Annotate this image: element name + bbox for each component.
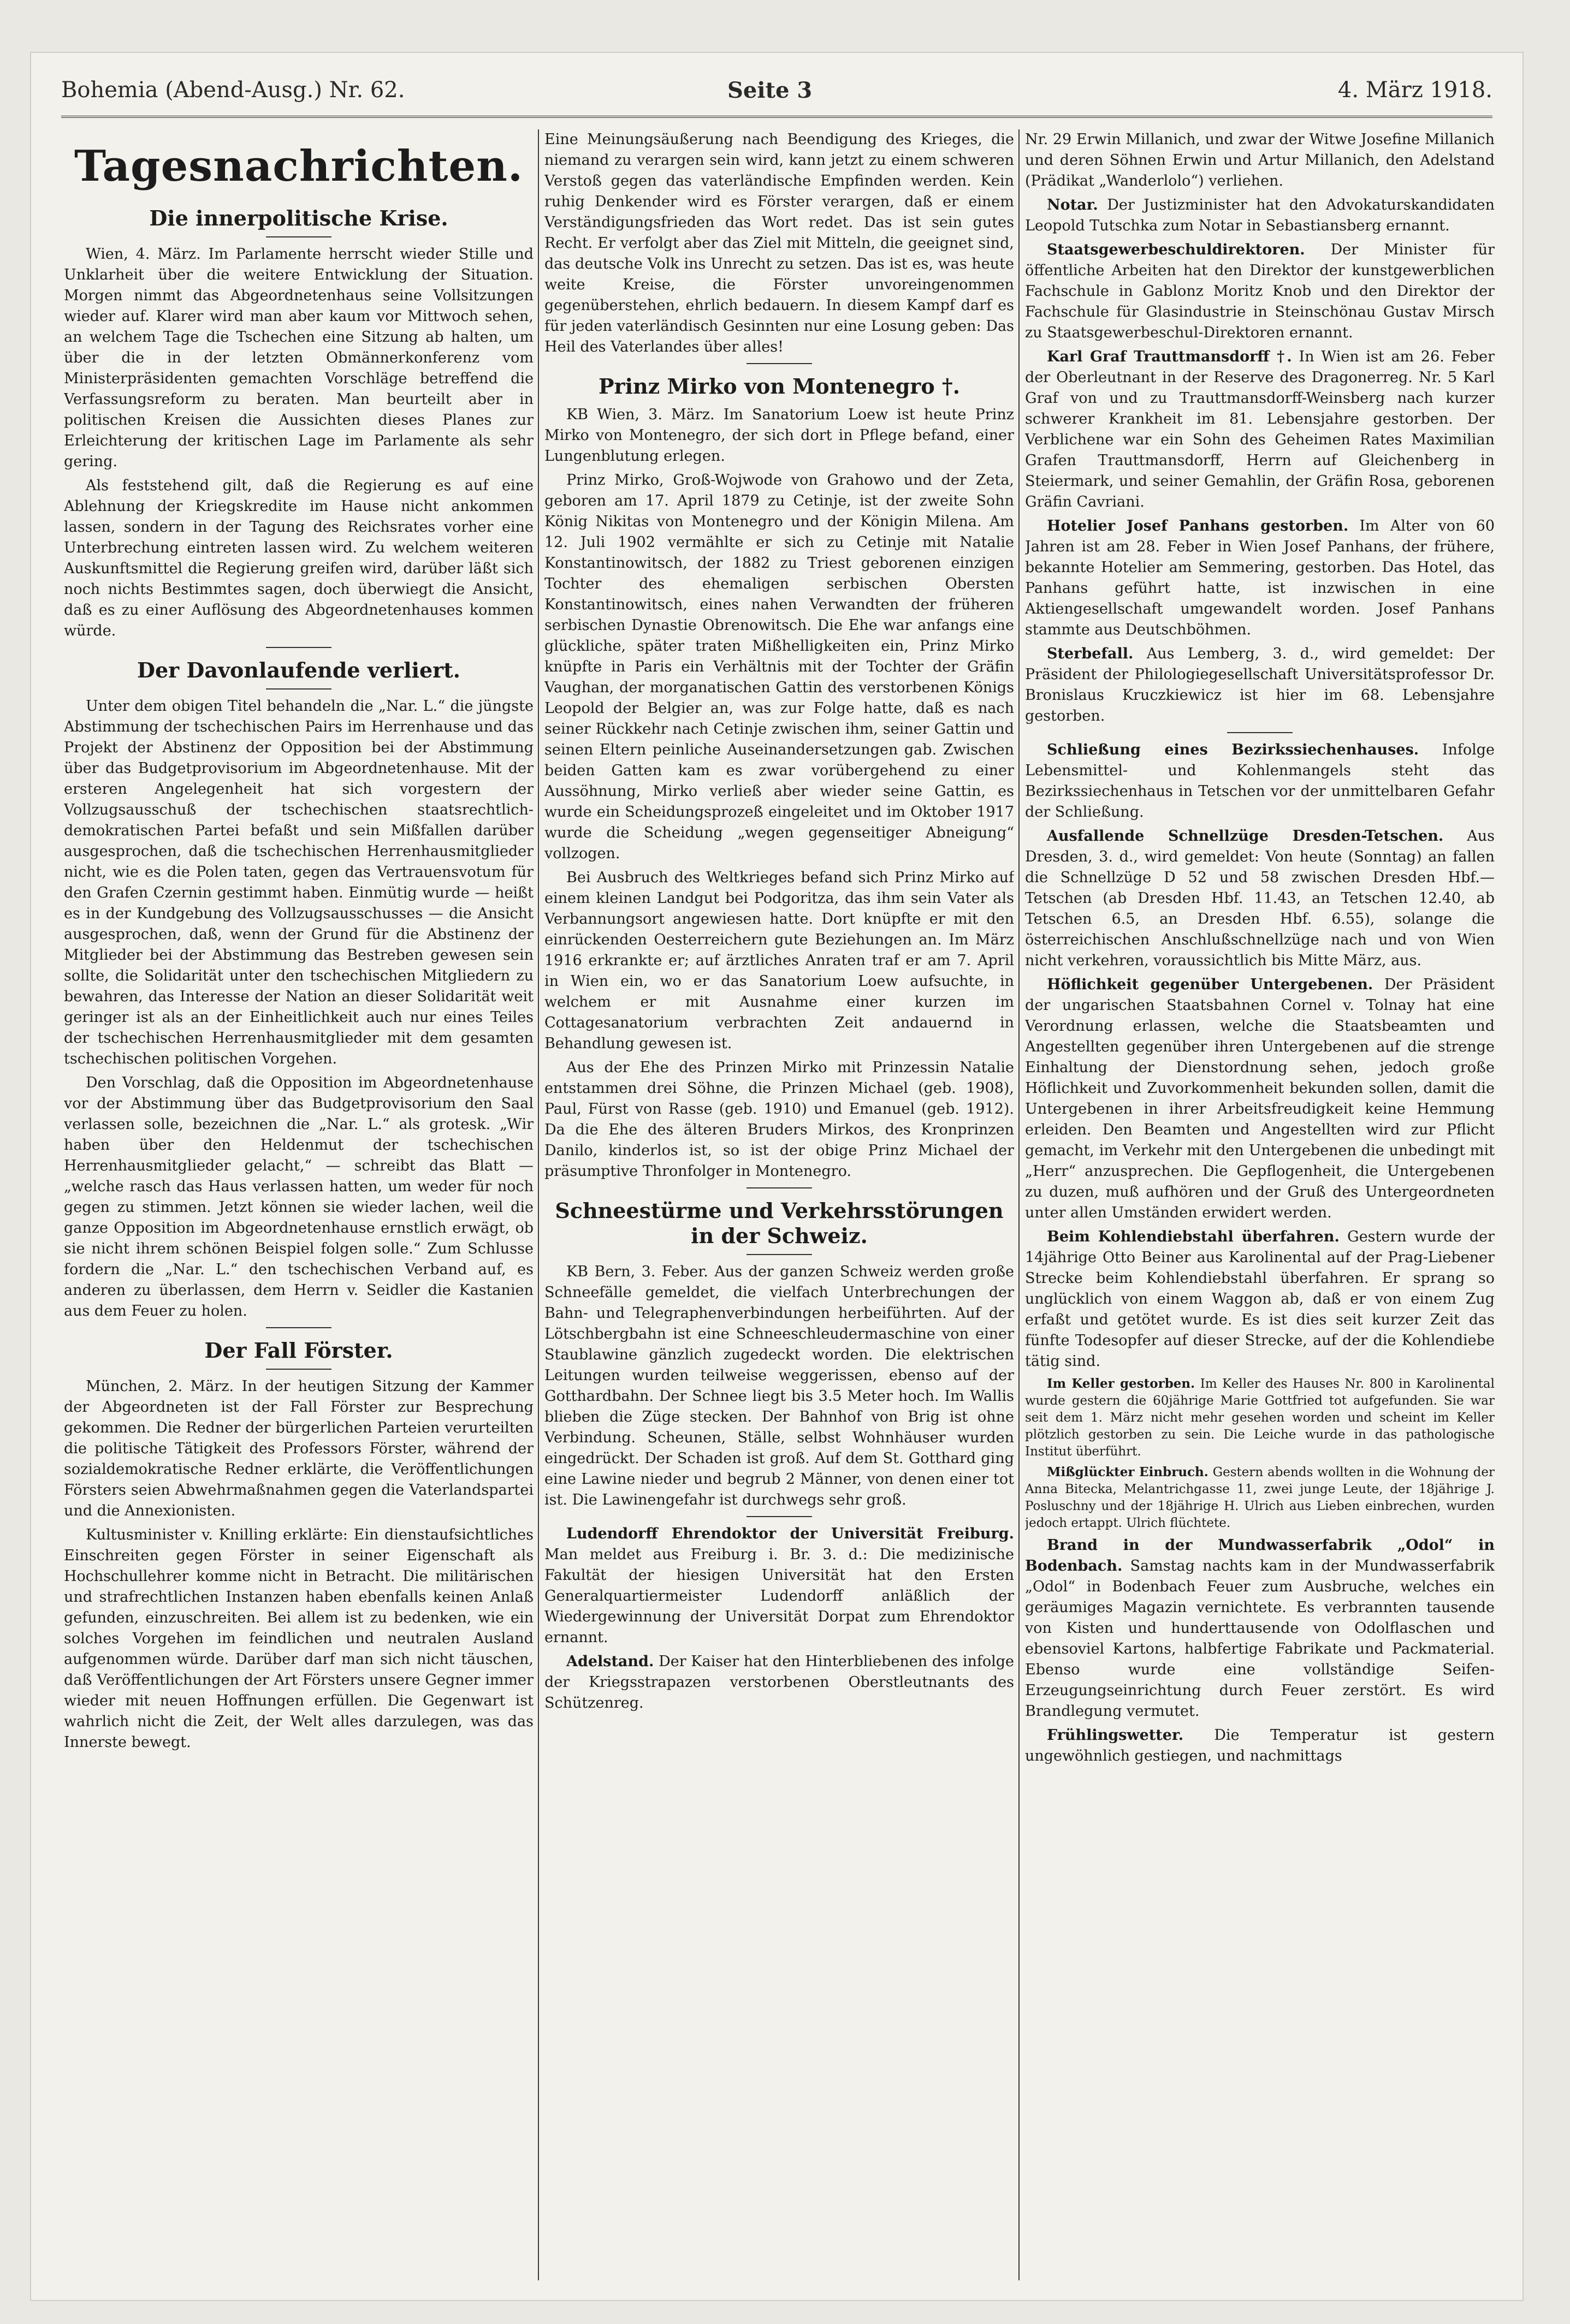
news-item <box>1025 644 1495 727</box>
news-item <box>1025 240 1495 343</box>
news-item-lead: Hotelier Josef Panhans gestorben. <box>1047 518 1349 534</box>
news-item <box>544 1651 1014 1714</box>
article-title: Die innerpolitische Krise. <box>149 206 448 230</box>
article-paragraph: Nr. 29 Erwin Millanich, und zwar der Witwe Josefine Millanich und deren Söhnen Erwin und Artur Millanich, den Adelstand (Prädikat „Wanderlolo“) verliehen. <box>1025 131 1495 189</box>
divider <box>747 1516 812 1517</box>
news-item-lead: Notar. <box>1047 197 1098 213</box>
page-header <box>61 67 1492 118</box>
news-item <box>1025 195 1495 236</box>
news-item-text: Man meldet aus Freiburg i. Br. 3. d.: Die medizinische Fakultät der hiesigen Universität hat den Ersten Generalquartiermeister Ludendorff anläßlich der Wiedergewinnung der Universität Dorpat zum Ehrendoktor ernannt. <box>544 1546 1014 1646</box>
column-3 <box>1025 129 1495 2280</box>
news-item-text: Infolge Lebensmittel- und Kohlenmangels steht das Bezirkssiechenhaus in Tetschen vor der unmittelbaren Gefahr der Schließung. <box>1025 741 1495 821</box>
divider <box>266 647 331 648</box>
article-paragraph: Kultusminister v. Knilling erklärte: Ein dienstaufsichtliches Einschreiten gegen Förster in seiner Eigenschaft als Hochschullehrer komme nicht in Betracht. Die militärischen und strafrechtlichen Instanzen haben ebenfalls keinen Anlaß gefunden, einzuschreiten. Bei allem ist zu bedenken, wie ein solches Vorgehen im feindlichen und neutralen Ausland aufgenommen würde. Darüber darf man sich nicht täuschen, daß Veröffentlichungen der Art Försters unsere Gegner immer wieder mit neuen Hoffnungen erfüllen. Die Gegenwart ist wahrlich nicht die Zeit, der Welt alles darzulegen, was das Innerste bewegt. <box>64 1526 534 1751</box>
news-item-text: Der Präsident der ungarischen Staatsbahnen Cornel v. Tolnay hat eine Verordnung erlassen, welche die Staatsbeamten und Angestellten gegenüber ihren Untergebenen auf die strenge Einhaltung der Dienstordnung sehen, jedoch große Höflichkeit und Zuvorkommenheit bekunden sollen, damit die Untergebenen in ihrer Arbeitsfreudigkeit keine Hemmung erleiden. Den Beamten und Angestellten wird zur Pflicht gemacht, im Verkehr mit den Untergebenen die unbedingt mit „Herr“ anzusprechen. Die Gepflogenheit, die Untergebenen zu duzen, muß aufhören und der Gruß des Untergeordneten unter allen Umständen erwidert werden. <box>1025 976 1495 1221</box>
article-paragraph: Eine Meinungsäußerung nach Beendigung des Krieges, die niemand zu verargen sein wird, kann jetzt zu einem schweren Verstoß gegen das vaterländische Empfinden werden. Kein ruhig Denkender wird es Förster verargen, daß er einem Verständigungsfrieden das Wort redet. Das ist sein gutes Recht. Er verfolgt aber das Ziel mit Mitteln, die geeignet sind, das deutsche Volk ins Unrecht zu setzen. Das ist es, was heute weite Kreise, die Förster unvoreingenommen gegenüberstehen, ehrlich bedauern. In diesem Kampf darf es für jeden vaterländisch Gesinnten nur eine Losung geben: Das Heil des Vaterlandes über alles! <box>544 131 1014 355</box>
news-item <box>1025 516 1495 640</box>
article-title: Der Davonlaufende verliert. <box>137 658 460 682</box>
news-item <box>1025 974 1495 1223</box>
news-item-lead: Beim Kohlendiebstahl überfahren. <box>1047 1228 1340 1245</box>
news-item <box>1025 1725 1495 1767</box>
news-item-lead: Sterbefall. <box>1047 645 1134 662</box>
divider <box>747 1254 812 1255</box>
column-rule <box>1018 129 1020 2280</box>
news-item <box>1025 1535 1495 1722</box>
article-paragraph: Aus der Ehe des Prinzen Mirko mit Prinzessin Natalie entstammen drei Söhne, die Prinzen Michael (geb. 1908), Paul, Fürst von Rasse (geb. 1910) und Emanuel (geb. 1912). Da die Ehe des älteren Bruders Mirkos, des Kronprinzen Danilo, kinderlos ist, so ist der obige Prinz Michael der präsumptive Thronfolger in Montenegro. <box>544 1059 1014 1180</box>
header-edition: Bohemia (Abend-Ausg.) Nr. 62. <box>61 78 405 103</box>
news-item-lead: Schließung eines Bezirkssiechenhauses. <box>1047 741 1419 758</box>
news-item-lead: Ausfallende Schnellzüge Dresden-Tetschen. <box>1047 828 1444 845</box>
column-rule <box>538 129 539 2280</box>
article-paragraph: KB Wien, 3. März. Im Sanatorium Loew ist heute Prinz Mirko von Montenegro, der sich dort in Pflege befand, einer Lungenblutung erlegen. <box>544 406 1014 465</box>
news-item <box>1025 740 1495 823</box>
news-item <box>1025 826 1495 971</box>
newspaper-page <box>30 52 1524 2301</box>
news-item-text: Im Alter von 60 Jahren ist am 28. Feber in Wien Josef Panhans, der frühere, bekannte Hotelier am Semmering, gestorben. Das Hotel, das Panhans geführt hatte, ist inzwischen in eine Aktiengesellschaft umgewandelt worden. Josef Panhans stammte aus Deutschböhmen. <box>1025 518 1495 638</box>
news-item <box>1025 347 1495 513</box>
article-title: Der Fall Förster. <box>204 1338 393 1363</box>
divider <box>747 1187 812 1188</box>
article-paragraph: Prinz Mirko, Groß-Wojwode von Grahowo und der Zeta, geboren am 17. April 1879 zu Cetinje, ist der zweite Sohn König Nikitas von Montenegro und der Königin Milena. Am 12. Juli 1902 vermählte er sich zu Cetinje mit Natalie Konstantinowitsch, der 1882 zu Triest geborenen einzigen Tochter des ehemaligen serbischen Obersten Konstantinowitsch, eines nahen Verwandten der früheren serbischen Dynastie Obrenowitsch. Die Ehe war anfangs eine glückliche, später traten Mißhelligkeiten ein, Prinz Mirko knüpfte in Paris ein Verhältnis mit der Tochter der Gräfin Vaughan, der morganatischen Gattin des verstorbenen Königs Leopold der Belgier an, was zur Folge hatte, daß es nach seiner Rückkehr nach Cetinje zwischen ihm, seiner Gattin und seinen Eltern peinliche Auseinandersetzungen gab. Zwischen beiden Gatten kam es zwar vorübergehend zu einer Aussöhnung, Mirko verließ aber wieder seine Gattin, es wurde ein Scheidungsprozeß eingeleitet und im Oktober 1917 wurde die Scheidung „wegen gegenseitiger Abneigung“ vollzogen. <box>544 472 1014 862</box>
news-item-lead: Im Keller gestorben. <box>1047 1376 1195 1391</box>
article-paragraph: Den Vorschlag, daß die Opposition im Abgeordnetenhause vor der Abstimmung über das Budgetprovisorium den Saal verlassen solle, bezeichnen die „Nar. L.“ als grotesk. „Wir haben über den Heldenmut der tschechischen Herrenhausmitglieder gelacht,“ — schreibt das Blatt — „welche rasch das Haus verlassen hatten, um weder für noch gegen zu stimmen. Jetzt können sie wieder lachen, weil die ganze Opposition im Abgeordnetenhause ernstlich erwägt, ob sie nicht ihrem schönen Beispiel folgen solle.“ Zum Schlusse fordern die „Nar. L.“ den tschechischen Verband auf, es anderen zu überlassen, dem Herrn v. Seidler die Kastanien aus dem Feuer zu holen. <box>64 1074 534 1319</box>
news-item-text: Aus Dresden, 3. d., wird gemeldet: Von heute (Sonntag) an fallen die Schnellzüge D 52 und 58 zwischen Dresden Hbf.—Tetschen (ab Dresden Hbf. 11.43, an Tetschen 12.40, ab Tetschen 6.5, an Dresden Hbf. 6.55), solange die österreichischen Anschlußschnellzüge nach und von Wien nicht verkehren, voraussichtlich bis Mitte März, aus. <box>1025 828 1495 969</box>
news-item <box>544 1524 1014 1648</box>
divider <box>266 1327 331 1328</box>
news-item <box>1025 1464 1495 1532</box>
column-1 <box>64 129 534 2280</box>
news-item-text: Der Justizminister hat den Advokaturskandidaten Leopold Tutschka zum Notar in Sebastiansberg ernannt. <box>1025 197 1495 234</box>
news-item-lead: Mißglückter Einbruch. <box>1047 1465 1208 1479</box>
news-item-text: Gestern abends wollten in die Wohnung der Anna Bitecka, Melantrichgasse 11, zwei junge Leute, der 18jährige J. Posluschny und der 18jährige H. Ulrich aus Lieben einbrechen, wurden jedoch ertappt. Ulrich flüchtete. <box>1025 1465 1495 1530</box>
news-item-text: Samstag nachts kam in der Mundwasserfabrik „Odol“ in Bodenbach Feuer zum Ausbruche, welches ein geräumiges Magazin vernichtete. Es verbrannten tausende von Kisten und hunderttausende von Odolflaschen und ebensoviel Kartons, halbfertige Fabrikate und Packmaterial. Ebenso wurde eine vollständige Seifen-Erzeugungseinrichtung durch Feuer zerstört. Es wird Brandlegung vermutet. <box>1025 1558 1495 1720</box>
article-paragraph: München, 2. März. In der heutigen Sitzung der Kammer der Abgeordneten ist der Fall Förster zur Besprechung gekommen. Die Redner der bürgerlichen Parteien verurteilten die politische Tätigkeit des Professors Förster, während der sozialdemokratische Redner erklärte, die Veröffentlichungen Försters seien Abwehrmaßnahmen gegen die Vaterlandspartei und die Annexionisten. <box>64 1378 534 1519</box>
news-item-text: In Wien ist am 26. Feber der Oberleutnant in der Reserve des Dragonerreg. Nr. 5 Karl Graf von und zu Trauttmansdorff-Weinsberg nach kurzer schwerer Krankheit im 81. Lebensjahre gestorben. Der Verblichene war ein Sohn des Geheimen Rates Maximilian Grafen Trauttmansdorff, Herrn auf Gleichenberg in Steiermark, und seiner Gemahlin, der Gräfin Rosa, geborenen Gräfin Cavriani. <box>1025 348 1495 510</box>
news-item <box>1025 1227 1495 1372</box>
article-paragraph: Wien, 4. März. Im Parlamente herrscht wieder Stille und Unklarheit über die weitere Entwicklung der Situation. Morgen nimmt das Abgeordnetenhaus seine Vollsitzungen wieder auf. Klarer wird man aber kaum vor Mittwoch sehen, an welchem Tage die Tschechen eine Sitzung ab halten, um über die in der letzten Obmännerkonferenz vom Ministerpräsidenten gemachten Vorschläge betreffend die Verfassungsreform zu beraten. Man beurteilt aber in politischen Kreisen die Aussichten dieses Planes zur Erleichterung der kritischen Lage im Parlamente als sehr gering. <box>64 246 534 470</box>
news-item-lead: Ludendorff Ehrendoktor der Universität Freiburg. <box>566 1525 1014 1542</box>
news-item-lead: Brand in der Mundwasserfabrik „Odol“ in Bodenbach. <box>1025 1537 1495 1574</box>
section-title: Tagesnachrichten. <box>74 141 524 191</box>
article-paragraph: Unter dem obigen Titel behandeln die „Nar. L.“ die jüngste Abstimmung der tschechischen Pairs im Herrenhause und das Projekt der Abstinenz der Opposition bei der Abstimmung über das Budgetprovisorium im Abgeordnetenhause. Mit der ersteren Angelegenheit hat sich vorgestern der Vollzugsausschuß der tschechischen staatsrechtlich-demokratischen Partei befaßt und sein Mißfallen darüber ausgesprochen, daß die tschechischen Herrenhausmitglieder nicht, wie es die Polen taten, gegen das Vertrauensvotum für den Grafen Czernin gestimmt haben. Einmütig wurde — heißt es in der Kundgebung des Vollzugsausschusses — die Ansicht ausgesprochen, daß, wenn der Grund für die Abstinenz der Mitglieder bei der Abstimmung das Bestreben gewesen sein sollte, die Solidarität unter den tschechischen Mitgliedern zu bewahren, das Interesse der Nation an dieser Solidarität weit geringer ist als an der Einheitlichkeit auch nur eines Teiles der tschechischen Herrenhausmitglieder mit dem gesamten tschechischen politischen Vorgehen. <box>64 698 534 1067</box>
divider <box>1227 732 1293 733</box>
article-title: Prinz Mirko von Montenegro †. <box>598 374 960 399</box>
divider <box>266 236 331 237</box>
news-item-lead: Karl Graf Trauttmansdorff †. <box>1047 348 1292 365</box>
divider <box>266 1369 331 1370</box>
news-item-lead: Staatsgewerbeschuldirektoren. <box>1047 241 1305 258</box>
news-item-lead: Höflichkeit gegenüber Untergebenen. <box>1047 976 1373 993</box>
news-item-lead: Frühlingswetter. <box>1047 1727 1184 1744</box>
article-paragraph: KB Bern, 3. Feber. Aus der ganzen Schweiz werden große Schneefälle gemeldet, die vielfach Unterbrechungen der Bahn- und Telegraphenverbindungen herbeiführten. Auf der Lötschbergbahn ist eine Schneeschleudermaschine von einer Staublawine gänzlich zugedeckt worden. Die elektrischen Leitungen wurden teilweise weggerissen, ebenso auf der Gotthardbahn. Der Schnee liegt bis 3.5 Meter hoch. Im Wallis blieben die Züge stecken. Der Bahnhof von Brig ist ohne Verbindung. Scheunen, Ställe, selbst Wohnhäuser wurden eingedrückt. Der Schaden ist groß. Auf dem St. Gotthard ging eine Lawine nieder und begrub 2 Männer, von denen einer tot ist. Die Lawinengefahr ist durchwegs sehr groß. <box>544 1263 1014 1508</box>
column-2 <box>544 129 1014 2280</box>
header-date: 4. März 1918. <box>1337 78 1492 103</box>
news-item-text: Im Keller des Hauses Nr. 800 in Karolinental wurde gestern die 60jährige Marie Gottfried tot aufgefunden. Sie war seit dem 1. März nicht mehr gesehen worden und scheint im Keller plötzlich gestorben zu sein. Die Leiche wurde in das pathologische Institut überführt. <box>1025 1377 1495 1459</box>
article-title: Schneestürme und Verkehrsstörungen in der Schweiz. <box>555 1198 1004 1248</box>
news-item-text: Gestern wurde der 14jährige Otto Beiner aus Karolinental auf der Prag-Liebener Strecke beim Kohlendiebstahl überfahren. Er sprang so unglücklich von einem Waggon ab, daß er von einem Zug erfaßt und getötet wurde. Es ist dies seit kurzer Zeit das fünfte Todesopfer auf dieser Strecke, auf der die Kohlendiebe tätig sind. <box>1025 1228 1495 1370</box>
news-item-text: Der Minister für öffentliche Arbeiten hat den Direktor der kunstgewerblichen Fachschule in Gablonz Moritz Knob und den Direktor der Fachschule für Glasindustrie in Steinschönau Gustav Mirsch zu Staatsgewerbeschul-Direktoren ernannt. <box>1025 241 1495 341</box>
divider <box>747 363 812 364</box>
header-page-number: Seite 3 <box>727 78 813 103</box>
news-item <box>1025 1375 1495 1460</box>
news-item-text: Die Temperatur ist gestern ungewöhnlich gestiegen, und nachmittags <box>1025 1727 1495 1764</box>
divider <box>266 688 331 690</box>
article-paragraph: Als feststehend gilt, daß die Regierung es auf eine Ablehnung der Kriegskredite im Hause nicht ankommen lassen, sondern in der Tagung des Reichsrates vorher eine Unterbrechung eintreten lassen wird. Zu welchem weiteren Auskunftsmittel die Regierung greifen wird, darüber läßt sich noch nichts Bestimmtes sagen, doch überwiegt die Ansicht, daß es zu einer Auflösung des Abgeordnetenhauses kommen würde. <box>64 477 534 639</box>
news-item-text: Aus Lemberg, 3. d., wird gemeldet: Der Präsident der Philologiegesellschaft Universitätsprofessor Dr. Bronislaus Kruczkiewicz ist hier im 68. Lebensjahre gestorben. <box>1025 645 1495 724</box>
news-item-text: Der Kaiser hat den Hinterbliebenen des infolge der Kriegsstrapazen verstorbenen Oberstleutnants des Schützenreg. <box>544 1653 1014 1711</box>
article-paragraph: Bei Ausbruch des Weltkrieges befand sich Prinz Mirko auf einem kleinen Landgut bei Podgoritza, das ihm sein Vater als Verbannungsort angewiesen hatte. Dort knüpfte er mit den einrückenden Oesterreichern gute Beziehungen an. Im März 1916 erkrankte er; auf ärztliches Anraten traf er am 7. April in Wien ein, wo er das Sanatorium Loew aufsuchte, in welchem er mit Ausnahme einer kurzen im Cottagesanatorium verbrachten Zeit andauernd in Behandlung gewesen ist. <box>544 869 1014 1052</box>
news-item-lead: Adelstand. <box>566 1653 654 1670</box>
